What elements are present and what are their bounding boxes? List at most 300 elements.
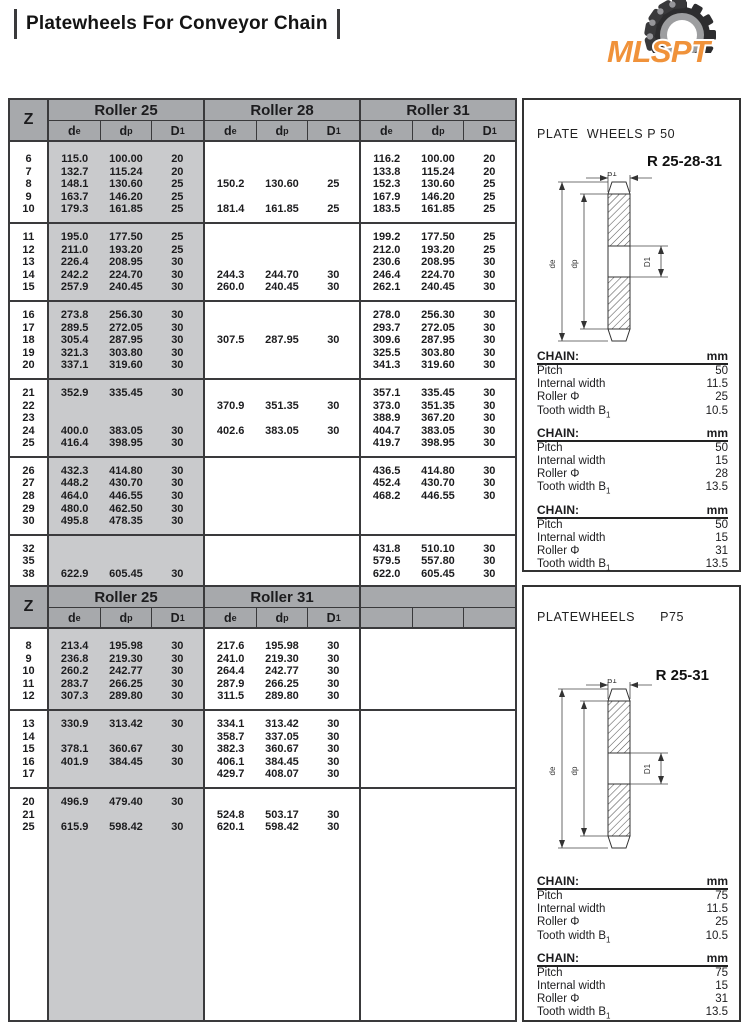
table-cell: 303.80 <box>421 346 455 359</box>
table-cell: 213.4 <box>60 640 89 652</box>
table-cell <box>464 718 515 731</box>
table-cell: 30 <box>171 424 184 437</box>
table-cell: 446.55 <box>421 490 455 503</box>
table-row <box>205 166 359 179</box>
table-cell: 150.2 <box>216 178 245 191</box>
table-cell <box>464 809 515 822</box>
table-cell <box>205 412 256 425</box>
table-cell: 244.3 <box>216 268 245 281</box>
table-row <box>361 731 515 744</box>
roller-data-column <box>205 142 361 222</box>
table-row <box>361 309 515 322</box>
table-cell <box>49 543 100 556</box>
table-cell: 257.9 <box>60 281 89 294</box>
table-row <box>361 515 515 528</box>
chain-spec-row <box>537 378 728 391</box>
table-cell: 341.3 <box>372 359 401 372</box>
table-row <box>205 490 359 503</box>
chain-spec-value: 25 <box>715 391 728 404</box>
table-cell: 25 <box>171 190 184 203</box>
table-cell <box>464 731 515 744</box>
table-row <box>205 281 359 294</box>
chain-spec-label: Roller Φ <box>537 468 580 481</box>
subcolumn-header: d e <box>49 121 101 140</box>
table-cell: 132.7 <box>60 165 89 178</box>
table-cell: 360.67 <box>265 743 299 756</box>
table-row <box>361 490 515 503</box>
table-cell <box>205 166 256 179</box>
table-row <box>49 756 203 769</box>
table-row <box>49 653 203 666</box>
chain-spec-value: 25 <box>715 916 728 929</box>
table-cell: 307.5 <box>216 334 245 347</box>
z-value: 16 <box>22 755 35 768</box>
table-row <box>205 678 359 691</box>
table-cell: 30 <box>327 730 340 743</box>
chain-spec-block <box>537 427 728 495</box>
z-column-header: Z <box>10 100 49 140</box>
dim-label-b1: B1 <box>607 172 617 178</box>
table-row <box>361 821 515 834</box>
table-cell <box>205 231 256 244</box>
table-row <box>361 437 515 450</box>
chain-spec-value: 13.5 <box>705 1006 728 1019</box>
chain-spec-unit: mm <box>706 425 728 440</box>
table-row <box>49 387 203 400</box>
chain-spec-row <box>537 481 728 494</box>
chain-spec-unit: mm <box>706 502 728 517</box>
table-cell: 30 <box>483 437 496 450</box>
table-cell: 260.0 <box>216 281 245 294</box>
table-cell: 273.8 <box>60 308 89 321</box>
table-cell: 224.70 <box>109 268 143 281</box>
table-cell: 272.05 <box>109 321 143 334</box>
table-row <box>49 269 203 282</box>
table-cell: 219.30 <box>265 652 299 665</box>
table-cell: 307.3 <box>60 690 89 703</box>
table-row <box>361 153 515 166</box>
table-cell <box>205 555 256 568</box>
table-cell <box>100 809 151 822</box>
platewheel-cross-section-diagram <box>528 172 718 352</box>
chain-spec-header <box>537 875 728 890</box>
table-row-group <box>10 534 515 587</box>
z-column <box>10 458 49 534</box>
table-cell: 30 <box>171 321 184 334</box>
table-cell: 289.80 <box>265 690 299 703</box>
chain-spec-value: 13.5 <box>705 558 728 571</box>
table-cell: 25 <box>171 230 184 243</box>
z-value: 22 <box>22 399 35 412</box>
chain-spec-value: 50 <box>715 441 728 454</box>
table-row <box>205 203 359 216</box>
table-cell <box>308 437 359 450</box>
table-cell: 384.45 <box>265 755 299 768</box>
table-cell: 524.8 <box>216 808 245 821</box>
subheader-row <box>49 121 203 140</box>
table-row <box>361 281 515 294</box>
table-cell: 242.77 <box>109 665 143 678</box>
table-cell: 287.9 <box>216 677 245 690</box>
table-cell: 30 <box>171 308 184 321</box>
z-value: 25 <box>22 437 35 450</box>
subcolumn-header: D 1 <box>482 123 497 138</box>
table-cell <box>308 244 359 257</box>
table-cell <box>361 731 412 744</box>
chain-spec-unit: mm <box>706 349 728 363</box>
z-value: 28 <box>22 490 35 503</box>
roller-data-column <box>205 302 361 378</box>
chain-spec-value: 15 <box>715 454 728 467</box>
table-cell: 419.7 <box>372 437 401 450</box>
table-cell: 462.50 <box>109 502 143 515</box>
roller-data-column <box>49 629 205 709</box>
table-cell: 495.8 <box>60 515 89 528</box>
table-row <box>49 743 203 756</box>
table-cell <box>308 796 359 809</box>
subheader-row <box>205 121 359 140</box>
table-cell <box>412 743 463 756</box>
table-cell: 30 <box>171 795 184 808</box>
table-row-group <box>10 300 515 378</box>
table-row <box>361 412 515 425</box>
table-row <box>49 256 203 269</box>
chain-spec-row <box>537 365 728 378</box>
table-cell: 615.9 <box>60 821 89 834</box>
table-cell: 30 <box>171 743 184 756</box>
table-cell: 452.4 <box>372 477 401 490</box>
subcolumn-header: d e <box>205 121 257 140</box>
table-row <box>49 359 203 372</box>
table-row <box>49 347 203 360</box>
chain-specs-p75 <box>537 875 728 1029</box>
table-cell <box>205 568 256 581</box>
table-cell: 321.3 <box>60 346 89 359</box>
table-cell: 357.1 <box>372 386 401 399</box>
subcolumn-header: d e <box>361 121 413 140</box>
table-cell <box>361 796 412 809</box>
table-cell <box>308 465 359 478</box>
table-cell <box>361 809 412 822</box>
table-cell <box>256 515 307 528</box>
table-row <box>361 477 515 490</box>
table-cell: 199.2 <box>372 230 401 243</box>
table-cell: 266.25 <box>109 677 143 690</box>
table-cell <box>256 412 307 425</box>
table-row <box>205 178 359 191</box>
table-cell <box>152 543 203 556</box>
table-cell: 130.60 <box>421 178 455 191</box>
subcolumn-header: d e <box>49 608 101 627</box>
table-cell: 446.55 <box>109 490 143 503</box>
table-cell: 152.3 <box>372 178 401 191</box>
table-row <box>49 203 203 216</box>
chain-spec-value: 75 <box>715 966 728 979</box>
table-cell: 311.5 <box>217 690 245 703</box>
z-column <box>10 536 49 587</box>
chain-spec-row <box>537 916 728 929</box>
table-cell: 30 <box>327 640 340 652</box>
chain-spec-label: Internal width <box>537 979 606 992</box>
table-cell <box>464 690 515 703</box>
chain-spec-value: 28 <box>715 468 728 481</box>
table-cell <box>205 465 256 478</box>
table-cell <box>361 821 412 834</box>
z-value: 13 <box>22 256 35 269</box>
table-cell: 100.00 <box>421 153 455 165</box>
table-cell <box>412 653 463 666</box>
table-cell <box>464 743 515 756</box>
table-cell: 224.70 <box>421 268 455 281</box>
table-cell: 325.5 <box>372 346 401 359</box>
table-cell: 468.2 <box>372 490 401 503</box>
roller-group-header <box>49 587 205 627</box>
table-cell <box>205 515 256 528</box>
table-cell: 30 <box>327 334 340 347</box>
table-cell <box>205 359 256 372</box>
table-row <box>205 515 359 528</box>
table-cell <box>152 412 203 425</box>
table-cell <box>49 555 100 568</box>
table-cell: 398.95 <box>421 437 455 450</box>
table-cell <box>412 678 463 691</box>
table-row <box>49 244 203 257</box>
chain-spec-row <box>537 532 728 545</box>
table-row <box>361 256 515 269</box>
table-cell <box>412 690 463 703</box>
table-row <box>361 231 515 244</box>
roller-group-header <box>205 587 361 627</box>
table-cell: 30 <box>483 268 496 281</box>
roller-data-column <box>361 224 515 300</box>
table-cell <box>308 166 359 179</box>
table-row <box>49 731 203 744</box>
table-cell: 30 <box>483 464 496 477</box>
table-row <box>361 166 515 179</box>
table-cell <box>308 477 359 490</box>
table-cell: 30 <box>171 334 184 347</box>
subcolumn-header <box>413 608 465 627</box>
table-cell <box>49 731 100 744</box>
table-cell <box>205 387 256 400</box>
table-cell: 30 <box>327 665 340 678</box>
table-cell: 398.95 <box>109 437 143 450</box>
table-cell: 193.20 <box>109 243 143 256</box>
dim-label-d1: D1 <box>643 763 652 775</box>
table-cell <box>308 490 359 503</box>
z-value: 9 <box>25 652 32 665</box>
table-cell: 30 <box>483 308 496 321</box>
z-value: 17 <box>22 321 35 334</box>
table-cell: 337.05 <box>265 730 299 743</box>
roller-data-column <box>361 536 515 587</box>
table-cell: 283.7 <box>60 677 89 690</box>
table-cell <box>308 322 359 335</box>
z-value: 12 <box>22 243 35 256</box>
table-cell: 230.6 <box>372 256 401 269</box>
table-cell: 30 <box>327 808 340 821</box>
table-cell: 161.85 <box>265 203 299 216</box>
chain-spec-value: 50 <box>715 365 728 377</box>
table-cell: 100.00 <box>109 153 143 165</box>
table-cell: 177.50 <box>421 230 455 243</box>
table-row <box>49 821 203 834</box>
chain-spec-value: 15 <box>715 979 728 992</box>
chain-spec-label: Roller Φ <box>537 391 580 404</box>
z-value: 17 <box>22 768 35 781</box>
chain-spec-label: Tooth width $B_1$ <box>537 558 611 573</box>
table-cell: 195.0 <box>60 230 89 243</box>
table-cell: 195.98 <box>265 640 299 652</box>
table-cell <box>256 347 307 360</box>
table-cell: 25 <box>483 230 496 243</box>
table-cell <box>412 718 463 731</box>
roller-data-column <box>205 458 361 534</box>
table-row <box>361 503 515 516</box>
table-cell <box>361 690 412 703</box>
table-cell: 181.4 <box>216 203 245 216</box>
table-cell: 30 <box>483 346 496 359</box>
table-cell <box>205 153 256 166</box>
table-cell: 30 <box>171 502 184 515</box>
title-right-bar <box>337 9 340 39</box>
subheader-row <box>205 608 359 627</box>
table-cell: 289.80 <box>109 690 143 703</box>
table-cell <box>308 555 359 568</box>
z-value: 14 <box>22 730 35 743</box>
panel-p75-title-code: P75 <box>660 610 685 624</box>
table-cell: 208.95 <box>421 256 455 269</box>
z-column <box>10 224 49 300</box>
table-cell: 211.0 <box>61 243 89 256</box>
chain-spec-label: Tooth width $B_1$ <box>537 1006 611 1021</box>
table-row <box>205 477 359 490</box>
table-cell <box>308 153 359 166</box>
table-cell: 30 <box>327 677 340 690</box>
table-cell: 260.2 <box>60 665 89 678</box>
chain-spec-label: Roller Φ <box>537 916 580 929</box>
table-cell <box>464 503 515 516</box>
table-row <box>361 690 515 703</box>
z-value: 21 <box>22 386 35 399</box>
table-row <box>361 400 515 413</box>
chain-spec-label: Tooth width $B_1$ <box>537 481 611 496</box>
table-cell: 30 <box>483 542 496 555</box>
table-cell <box>464 665 515 678</box>
table-cell <box>412 515 463 528</box>
table-cell <box>361 678 412 691</box>
table-cell: 605.45 <box>109 568 143 581</box>
z-column <box>10 302 49 378</box>
table-cell <box>205 503 256 516</box>
panel-p75-model: R 25-31 <box>655 667 709 684</box>
table-cell: 146.20 <box>109 190 143 203</box>
title-left-bar <box>14 9 17 39</box>
table-cell: 30 <box>171 677 184 690</box>
table-cell <box>256 387 307 400</box>
table-cell <box>308 515 359 528</box>
subheader-row <box>361 608 515 627</box>
table-cell: 25 <box>171 203 184 216</box>
table-cell: 30 <box>171 515 184 528</box>
z-value: 18 <box>22 334 35 347</box>
z-value: 13 <box>22 717 35 730</box>
table-cell: 30 <box>171 346 184 359</box>
table-cell <box>205 477 256 490</box>
table-cell: 30 <box>483 568 496 581</box>
table-cell: 30 <box>171 665 184 678</box>
table-cell: 30 <box>483 490 496 503</box>
table-cell: 25 <box>327 203 340 216</box>
z-value: 7 <box>25 165 32 178</box>
table-cell <box>152 555 203 568</box>
table-row <box>205 731 359 744</box>
table-cell: 30 <box>327 424 340 437</box>
roller-data-column <box>361 380 515 456</box>
table-cell <box>49 768 100 781</box>
z-value: 11 <box>22 677 35 690</box>
table-cell: 503.17 <box>265 808 299 821</box>
table-cell: 330.9 <box>60 717 89 730</box>
subheader-row <box>49 608 203 627</box>
table-cell: 30 <box>327 821 340 834</box>
chain-spec-row <box>537 405 728 418</box>
table-cell <box>205 244 256 257</box>
table-cell: 115.24 <box>421 165 455 178</box>
table-cell: 30 <box>171 821 184 834</box>
table-cell <box>152 768 203 781</box>
table-cell: 278.0 <box>372 308 401 321</box>
z-value: 24 <box>22 424 35 437</box>
chain-spec-value: 10.5 <box>705 929 728 942</box>
subcolumn-header: d p <box>257 121 309 140</box>
table-cell <box>205 322 256 335</box>
table-row <box>205 412 359 425</box>
table-cell: 30 <box>171 690 184 703</box>
table-cell: 598.42 <box>109 821 143 834</box>
table-row <box>205 653 359 666</box>
table-header <box>10 587 515 629</box>
subcolumn-header: D 1 <box>170 610 185 625</box>
table-cell <box>100 731 151 744</box>
table-cell: 429.7 <box>216 768 245 781</box>
table-row <box>49 437 203 450</box>
table-row <box>205 309 359 322</box>
z-value: 25 <box>22 821 35 834</box>
table-row <box>205 334 359 347</box>
table-cell: 383.05 <box>109 424 143 437</box>
table-cell: 401.9 <box>60 755 89 768</box>
table-cell: 30 <box>483 424 496 437</box>
roller-data-column <box>361 789 515 1020</box>
table-cell <box>412 821 463 834</box>
z-value: 23 <box>22 412 35 425</box>
chain-spec-row <box>537 468 728 481</box>
table-cell: 293.7 <box>372 321 401 334</box>
table-row <box>49 718 203 731</box>
table-row <box>49 412 203 425</box>
table-row-group <box>10 456 515 534</box>
table-row <box>361 359 515 372</box>
table-cell: 416.4 <box>60 437 89 450</box>
table-cell <box>361 515 412 528</box>
chain-spec-label: Internal width <box>537 531 606 544</box>
roller-data-column <box>205 711 361 787</box>
table-cell: 30 <box>171 268 184 281</box>
roller-group-header <box>361 100 515 140</box>
subcolumn-header: d e <box>205 608 257 627</box>
table-cell: 430.70 <box>421 477 455 490</box>
